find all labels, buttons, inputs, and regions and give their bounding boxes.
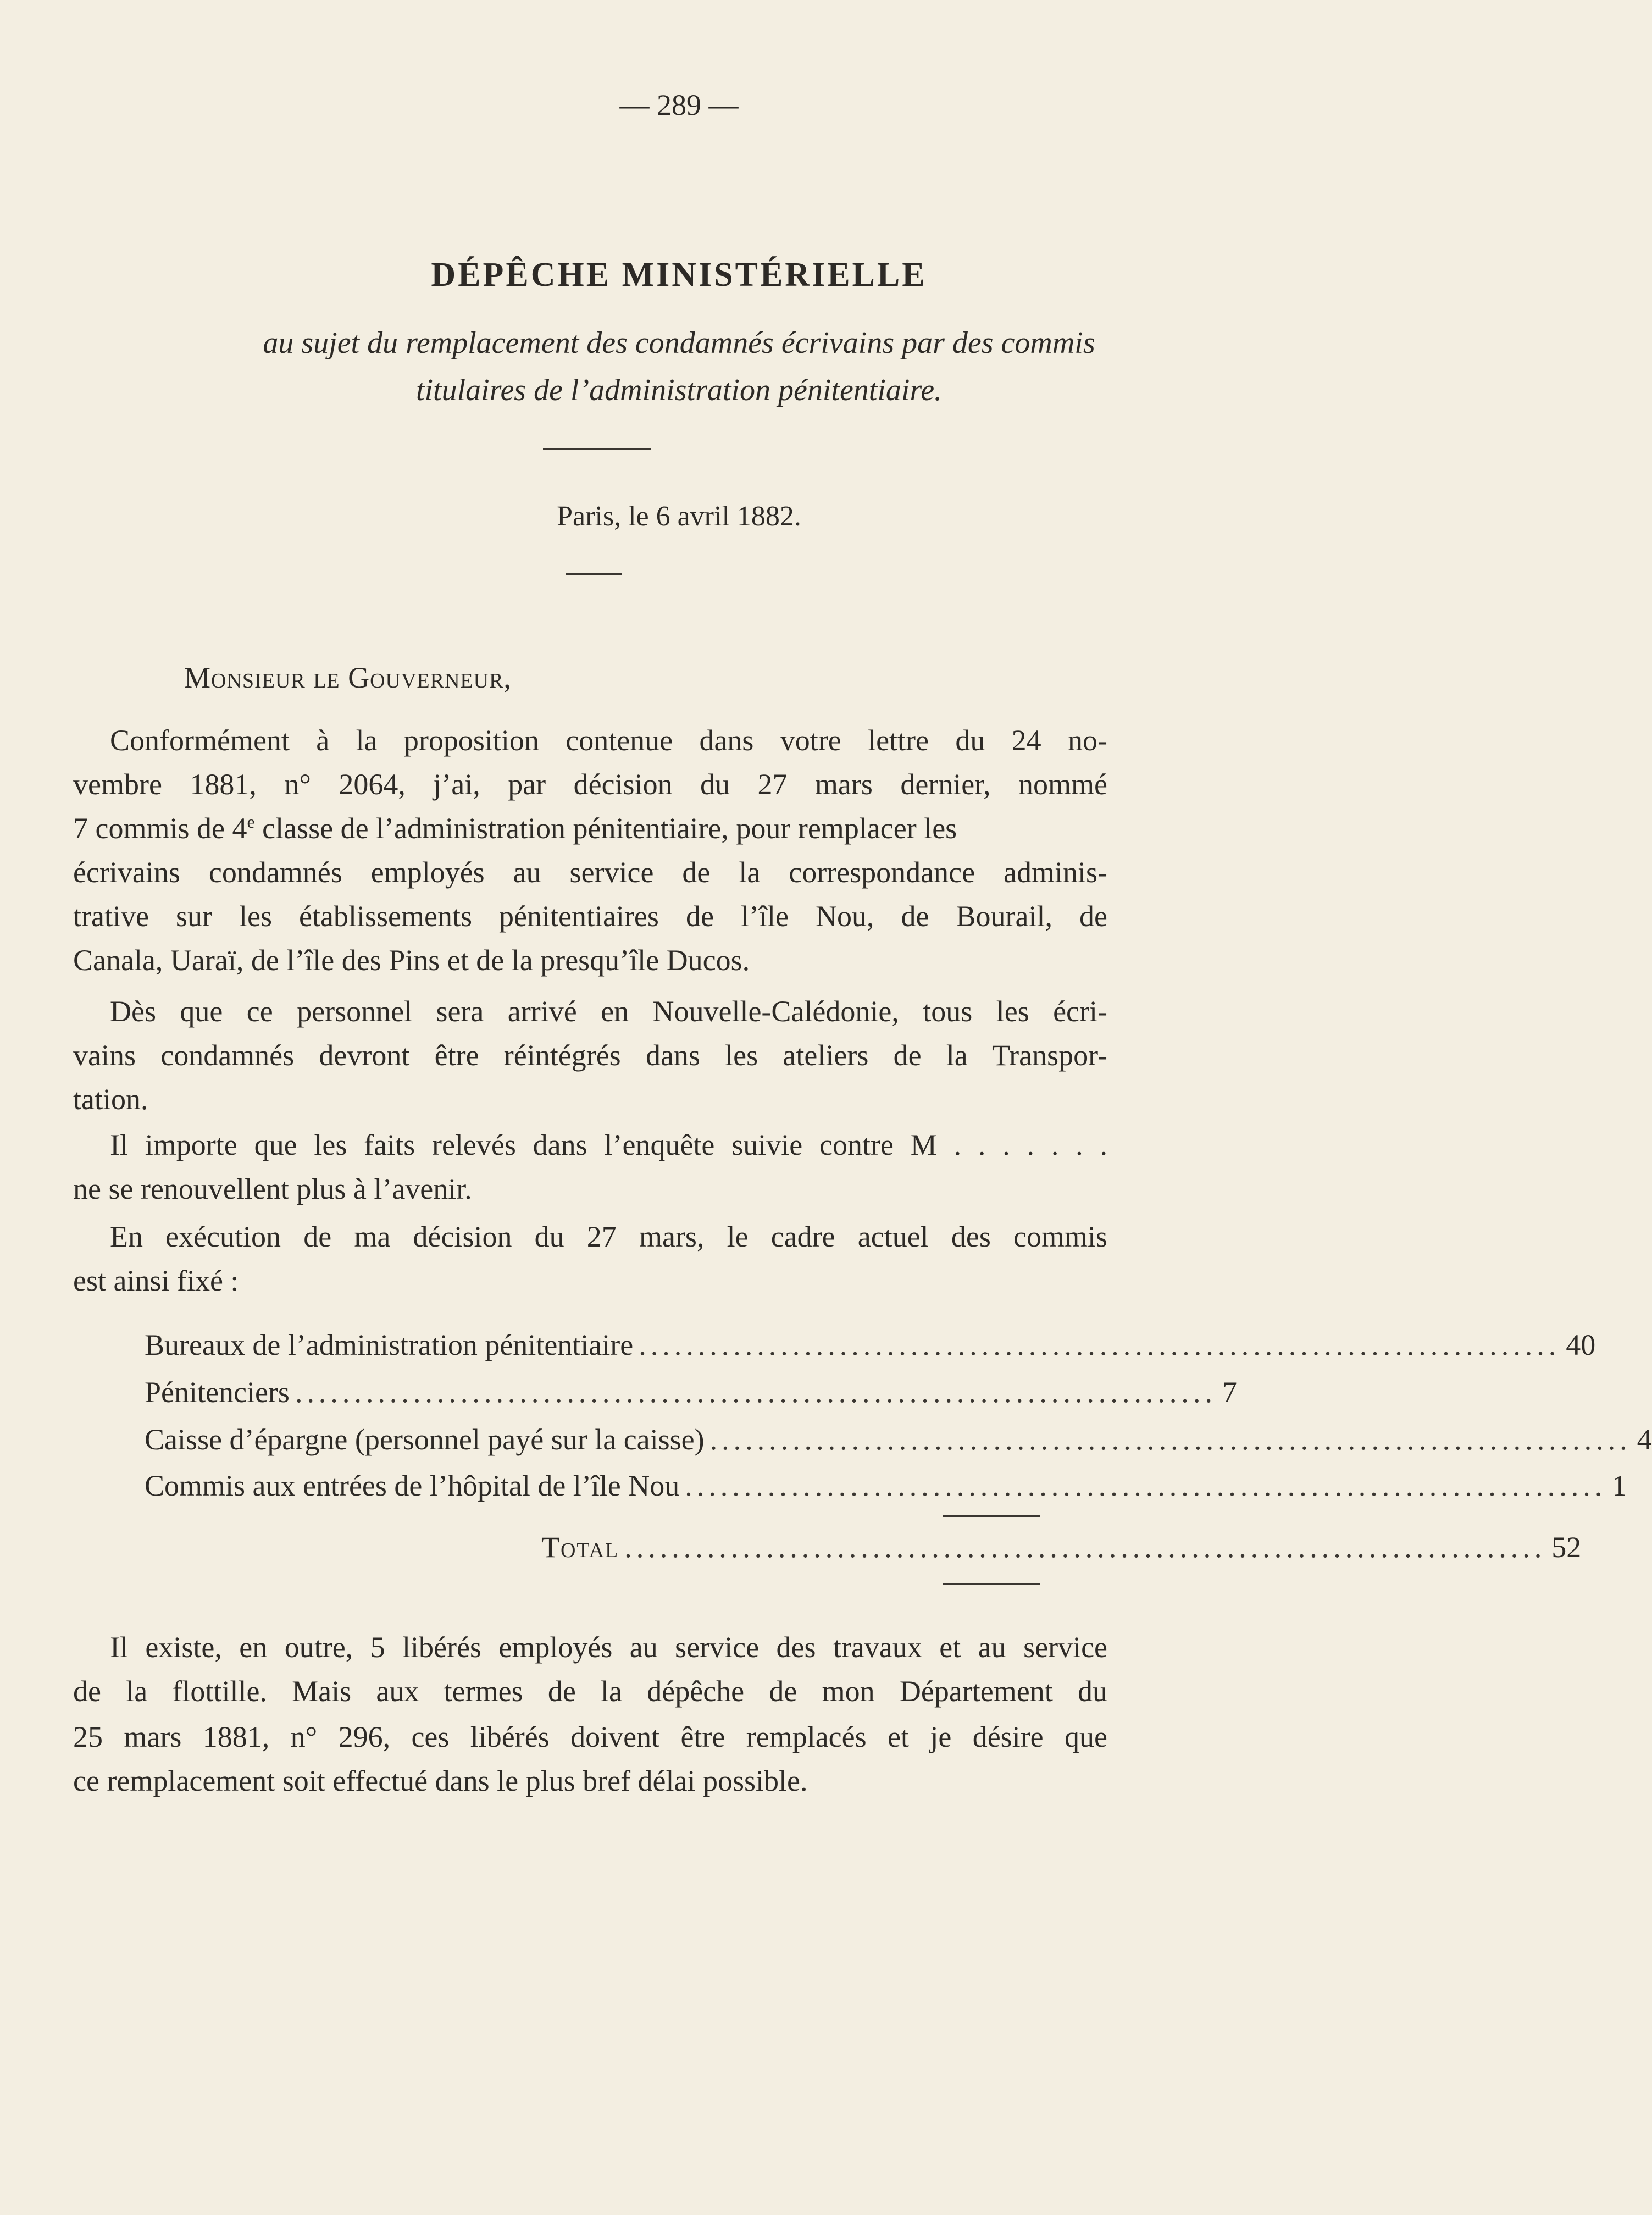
p4-line-2: est ainsi fixé :	[73, 1264, 239, 1297]
title-divider	[543, 448, 651, 450]
row-value: 4	[1637, 1423, 1652, 1456]
total-value: 52	[1551, 1531, 1582, 1564]
table-row	[145, 1326, 1596, 1364]
dateline: Paris, le 6 avril 1882.	[557, 501, 801, 532]
p1-line-3-start: 7 commis de 4	[73, 812, 247, 845]
dot-leader: ..............................................................................	[685, 1469, 1607, 1502]
row-label: Pénitenciers	[145, 1376, 290, 1409]
p1-line-3-rest: classe de l’administration pénitentiaire, pour remplacer les	[254, 812, 957, 845]
p1-line-3	[73, 809, 1107, 848]
p5-line-4: ce remplacement soit effectué dans le plus bref délai possible.	[73, 1764, 808, 1797]
subtitle-line-2: titulaires de l’administration pénitentiaire.	[415, 373, 943, 407]
p2-line-3: tation.	[73, 1083, 148, 1116]
salutation-text: Monsieur le Gouverneur,	[184, 661, 512, 694]
table-row	[145, 1373, 1237, 1411]
table-row	[145, 1420, 1652, 1459]
row-label: Caisse d’épargne (personnel payé sur la caisse)	[145, 1423, 705, 1456]
p2-line-2: vains condamnés devront être réintégrés dans les ateliers de la Transpor-	[73, 1039, 1107, 1072]
row-value: 1	[1612, 1469, 1627, 1502]
page-number: — 289 —	[619, 88, 739, 121]
p1-line-2: vembre 1881, n° 2064, j’ai, par décision du 27 mars dernier, nommé	[73, 768, 1107, 801]
p5-line-3: 25 mars 1881, n° 296, ces libérés doivent être remplacés et je désire que	[73, 1720, 1107, 1753]
row-label: Commis aux entrées de l’hôpital de l’île Nou	[145, 1469, 680, 1502]
p1-line-4: écrivains condamnés employés au service de la correspondance adminis-	[73, 856, 1107, 889]
row-value: 40	[1566, 1328, 1596, 1361]
p5-line-1: Il existe, en outre, 5 libérés employés au service des travaux et au service	[110, 1631, 1107, 1664]
p2-line-1: Dès que ce personnel sera arrivé en Nouvelle-Calédonie, tous les écri-	[110, 995, 1107, 1028]
row-value: 7	[1222, 1376, 1237, 1409]
table-row	[145, 1466, 1627, 1505]
total-rule-bottom	[943, 1583, 1040, 1585]
p4-line-1: En exécution de ma décision du 27 mars, le cadre actuel des commis	[110, 1220, 1107, 1253]
p5-line-2: de la flottille. Mais aux termes de la dépêche de mon Département du	[73, 1675, 1107, 1708]
dateline-divider	[566, 573, 622, 575]
total-rule-top	[943, 1515, 1040, 1517]
dot-leader: ..............................................................................	[295, 1376, 1217, 1409]
total-label: Total	[541, 1531, 619, 1564]
p3-line-1: Il importe que les faits relevés dans l’enquête suivie contre M . . . . . . .	[110, 1128, 1107, 1161]
row-label: Bureaux de l’administration pénitentiaire	[145, 1328, 634, 1361]
subtitle-line-1: au sujet du remplacement des condamnés écrivains par des commis	[263, 326, 1095, 360]
dot-leader: ..............................................................................	[624, 1531, 1546, 1564]
p1-line-5: trative sur les établissements pénitentiaires de l’île Nou, de Bourail, de	[73, 900, 1107, 933]
dot-leader: ..............................................................................	[709, 1423, 1632, 1456]
p1-line-6: Canala, Uaraï, de l’île des Pins et de la presqu’île Ducos.	[73, 944, 750, 977]
p3-line-2: ne se renouvellent plus à l’avenir.	[73, 1172, 472, 1205]
table-total-row	[541, 1528, 1582, 1566]
p1-line-1: Conformément à la proposition contenue dans votre lettre du 24 no-	[110, 724, 1107, 757]
document-title: DÉPÊCHE MINISTÉRIELLE	[431, 256, 927, 294]
dot-leader: ..............................................................................	[639, 1328, 1561, 1361]
p1-line-3-sup: e	[247, 812, 255, 832]
salutation	[184, 661, 512, 695]
